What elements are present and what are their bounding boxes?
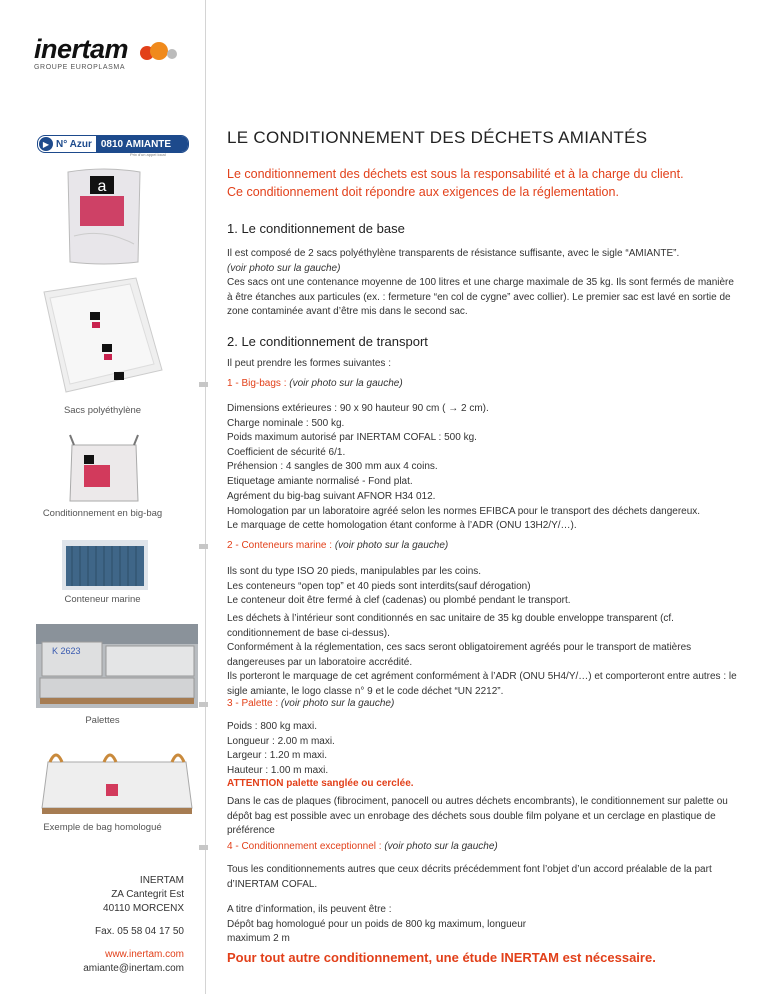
caption-big-bag: Conditionnement en big-bag (42, 508, 163, 519)
photo-sac-small (64, 166, 144, 266)
marine-title-text: 2 - Conteneurs marine : (227, 540, 333, 551)
palette-line: Poids : 800 kg maxi. (227, 721, 318, 732)
bigbag-line: Dimensions extérieures : 90 x 90 hauteur 90 cm ( → 2 cm). (227, 403, 489, 414)
except-line: Dépôt bag homologué pour un poids de 800 kg maximum, longueur (227, 918, 527, 930)
caption-bag-homologue: Exemple de bag homologué (43, 822, 162, 833)
page-title: LE CONDITIONNEMENT DES DÉCHETS AMIANTÉS (227, 128, 648, 147)
bigbag-approval-line: Homologation par un laboratoire agréé selon les normes EFIBCA pour le transport des déchets dangereux. (227, 505, 701, 517)
svg-text:a: a (97, 178, 107, 195)
except-line: A titre d’information, ils peuvent être : (227, 904, 392, 915)
bigbag-approval (227, 490, 740, 534)
section-2-heading: 2. Le conditionnement de transport (227, 334, 428, 349)
main-content (227, 128, 740, 201)
contact-web-link[interactable]: www.inertam.com (105, 949, 184, 960)
final-note: Pour tout autre conditionnement, une étude INERTAM est nécessaire. (227, 950, 656, 965)
bigbag-line: Charge nominale : 500 kg. (227, 417, 345, 429)
play-arrow-icon: ▶ (39, 137, 53, 151)
azur-label: N° Azur (56, 138, 92, 150)
except-title (227, 841, 740, 852)
marine-line: Ils sont du type ISO 20 pieds, manipulables par les coins. (227, 566, 482, 577)
bigbag-approval-line: Agrément du big-bag suivant AFNOR H34 012. (227, 491, 436, 502)
palette-line: Hauteur : 1.00 m maxi. (227, 764, 329, 776)
section-1-note: (voir photo sur la gauche) (227, 262, 341, 274)
bullet-marker (199, 382, 208, 387)
intro-line: Ce conditionnement doit répondre aux exigences de la réglementation. (227, 185, 619, 199)
bigbag-line: Etiquetage amiante normalisé - Fond plat. (227, 475, 413, 487)
palette-line: Longueur : 2.00 m maxi. (227, 735, 335, 747)
intro-text (227, 165, 740, 201)
marine-title (227, 540, 740, 551)
except-para: Tous les conditionnements autres que ceux décrits précédemment font l’objet d’un accord préalable de la part d’INERTAM COFAL. (227, 864, 712, 890)
section-2-lead: Il peut prendre les formes suivantes : (227, 358, 391, 369)
marine-details (227, 612, 740, 699)
except-line: maximum 2 m (227, 933, 290, 944)
palette-warning: ATTENTION palette sanglée ou cerclée. (227, 778, 414, 789)
brand-logo (34, 36, 128, 71)
contact-block (83, 874, 184, 976)
bigbag-title (227, 378, 740, 389)
bigbag-title-text: 1 - Big-bags : (227, 378, 287, 389)
contact-city: 40110 MORCENX (103, 903, 184, 914)
bullet-marker (199, 544, 208, 549)
palette-specs (227, 720, 740, 778)
caption-conteneur: Conteneur marine (64, 594, 141, 605)
palette-para: Dans le cas de plaques (fibrociment, panocell ou autres déchets encombrants), le conditionnement sur palette ou dépôt bag est possible avec un enrobage des déchets sous double film polyane et un cerclage en plastique de préférence (227, 796, 728, 836)
azur-number: 0810 AMIANTE (96, 135, 188, 153)
contact-name: INERTAM (139, 875, 184, 886)
palette-title (227, 698, 740, 709)
bigbag-approval-line: Le marquage de cette homologation étant conforme à l’ADR (ONU 13H2/Y/…). (227, 520, 577, 531)
photo-palettes (36, 624, 198, 708)
bigbag-specs (227, 402, 740, 489)
azur-subtext: Prix d'un appel local (130, 152, 166, 157)
marine-line: Les conteneurs “open top” et 40 pieds sont interdits(sauf dérogation) (227, 580, 531, 592)
section-1-p2: Ces sacs ont une contenance moyenne de 100 litres et une charge maximale de 35 kg. Ils sont fermés de manière à être étanches aux particules (ex. : fermeture “en col de cygne” avec collier). Le premier sac est lavé en sortie de zone contaminée avant d’être mis dans le second sac. (227, 277, 734, 317)
section-1-body (227, 247, 740, 320)
bigbag-line: Poids maximum autorisé par INERTAM COFAL : 500 kg. (227, 432, 477, 443)
marine-para: Conformément à la réglementation, ces sacs seront obligatoirement agréés pour le transport de matières dangereuses par un laboratoire accrédité. (227, 642, 692, 668)
svg-text:K 2623: K 2623 (52, 646, 81, 656)
photo-bag-homologue (36, 742, 196, 818)
marine-para: Les déchets à l’intérieur sont conditionnés en sac unitaire de 35 kg double enveloppe transparent (cf. conditionnement de base ci-dessus). (227, 613, 674, 639)
marine-line: Le conteneur doit être fermé à clef (cadenas) ou plombé pendant le transport. (227, 595, 571, 606)
bullet-marker (199, 702, 208, 707)
section-1-p1: Il est composé de 2 sacs polyéthylène transparents de résistance suffisante, avec le sigle “AMIANTE”. (227, 248, 680, 259)
bigbag-line: Coefficient de sécurité 6/1. (227, 446, 346, 458)
photo-sac-large (36, 272, 166, 397)
photo-big-bag (66, 433, 142, 505)
azur-phone-badge[interactable] (37, 135, 189, 153)
except-details (227, 903, 740, 947)
contact-street: ZA Cantegrit Est (111, 889, 184, 900)
except-title-text: 4 - Conditionnement exceptionnel : (227, 841, 382, 852)
logo-mark-icon (138, 40, 218, 64)
contact-email-link[interactable]: amiante@inertam.com (83, 963, 184, 974)
marine-para: Ils porteront le marquage de cet agrément conformément à l’ADR (ONU 5H4/Y/…) et comporteront entre autres : le sigle amiante, le logo classe n° 9 et le code déchet “UN 2212”. (227, 671, 737, 697)
marine-note: (voir photo sur la gauche) (334, 540, 449, 551)
intro-line: Le conditionnement des déchets est sous la responsabilité et à la charge du client. (227, 167, 684, 181)
palette-title-text: 3 - Palette : (227, 698, 279, 709)
except-note: (voir photo sur la gauche) (384, 841, 498, 852)
photo-conteneur (62, 540, 148, 590)
brand-name: inertam (34, 34, 129, 64)
contact-fax: Fax. 05 58 04 17 50 (95, 926, 184, 937)
bigbag-note: (voir photo sur la gauche) (289, 378, 403, 389)
marine-specs (227, 565, 740, 609)
bullet-marker (199, 845, 208, 850)
bigbag-line: Préhension : 4 sangles de 300 mm aux 4 coins. (227, 461, 438, 472)
caption-sacs: Sacs polyéthylène (63, 405, 142, 416)
section-1-heading: 1. Le conditionnement de base (227, 221, 405, 236)
palette-line: Largeur : 1.20 m maxi. (227, 750, 328, 761)
caption-palettes: Palettes (85, 715, 120, 726)
palette-note: (voir photo sur la gauche) (280, 698, 395, 709)
brand-tagline: GROUPE EUROPLASMA (34, 64, 126, 71)
